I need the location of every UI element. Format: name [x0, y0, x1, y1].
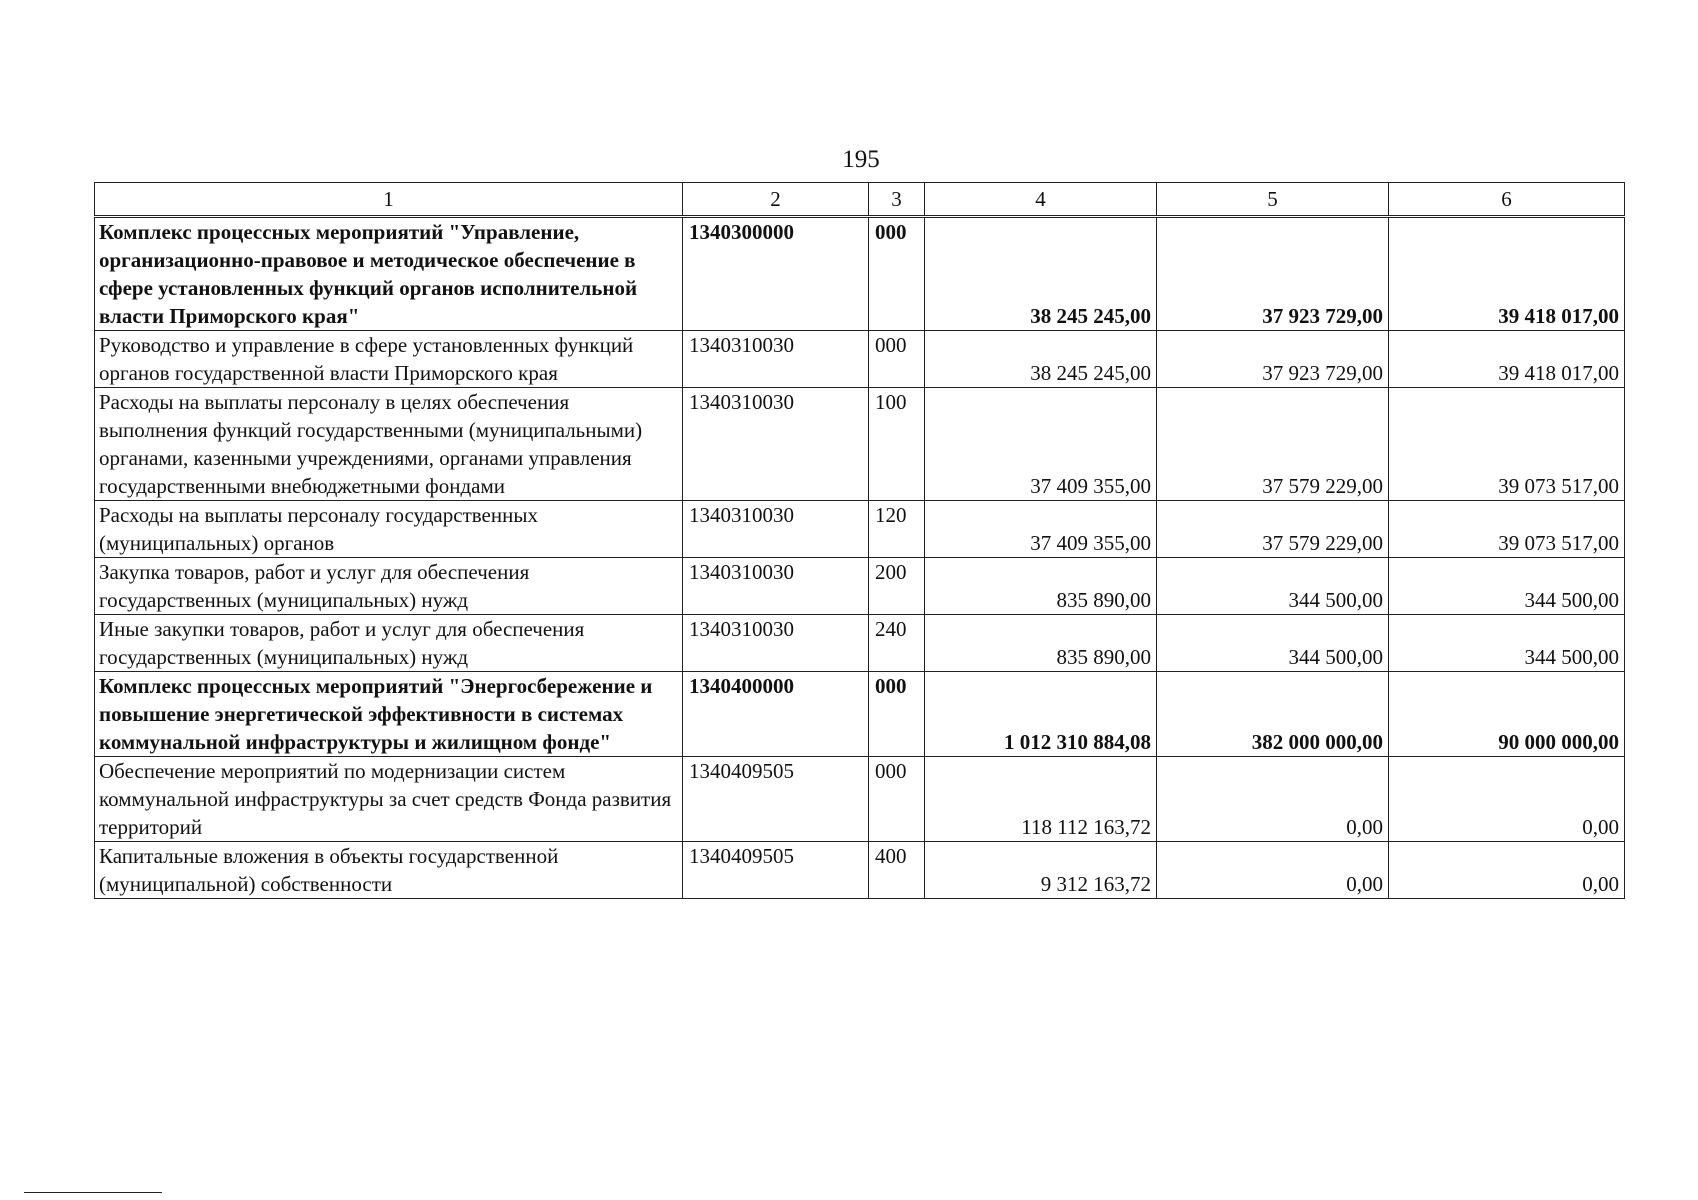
- target-article-code: 1340400000: [683, 672, 869, 757]
- amount-col6: 39 418 017,00: [1389, 217, 1625, 331]
- row-description: Комплекс процессных мероприятий "Энергосбережение и повышение энергетической эффективности в системах коммунальной инфраструктуры и жилищном фонде": [95, 672, 683, 757]
- target-article-code: 1340310030: [683, 501, 869, 558]
- target-article-code: 1340409505: [683, 842, 869, 899]
- amount-col6: 344 500,00: [1389, 558, 1625, 615]
- target-article-code: 1340310030: [683, 558, 869, 615]
- table-row: [95, 672, 1625, 757]
- table-row: [95, 331, 1625, 388]
- target-article-code: 1340310030: [683, 388, 869, 501]
- footnote-divider: [24, 1192, 162, 1193]
- table-row: [95, 217, 1625, 331]
- amount-col6: 344 500,00: [1389, 615, 1625, 672]
- expense-type-code: 000: [869, 331, 925, 388]
- table-row: [95, 842, 1625, 899]
- page-number: 195: [842, 146, 880, 173]
- table-row: [95, 615, 1625, 672]
- expense-type-code: 120: [869, 501, 925, 558]
- row-description: Иные закупки товаров, работ и услуг для обеспечения государственных (муниципальных) нужд: [95, 615, 683, 672]
- table-row: [95, 501, 1625, 558]
- amount-col6: 90 000 000,00: [1389, 672, 1625, 757]
- table-row: [95, 757, 1625, 842]
- amount-col4: 38 245 245,00: [925, 331, 1157, 388]
- column-header: 3: [869, 183, 925, 217]
- expense-type-code: 100: [869, 388, 925, 501]
- amount-col4: 9 312 163,72: [925, 842, 1157, 899]
- expense-type-code: 000: [869, 217, 925, 331]
- target-article-code: 1340310030: [683, 331, 869, 388]
- amount-col5: 382 000 000,00: [1157, 672, 1389, 757]
- amount-col4: 1 012 310 884,08: [925, 672, 1157, 757]
- amount-col5: 0,00: [1157, 842, 1389, 899]
- expense-type-code: 000: [869, 757, 925, 842]
- expense-type-code: 000: [869, 672, 925, 757]
- header-row: [95, 183, 1625, 217]
- amount-col5: 344 500,00: [1157, 615, 1389, 672]
- row-description: Комплекс процессных мероприятий "Управление, организационно-правовое и методическое обеспечение в сфере установленных функций органов исполнительной власти Приморского края": [95, 217, 683, 331]
- row-description: Капитальные вложения в объекты государственной (муниципальной) собственности: [95, 842, 683, 899]
- amount-col4: 37 409 355,00: [925, 501, 1157, 558]
- amount-col6: 0,00: [1389, 757, 1625, 842]
- amount-col6: 39 073 517,00: [1389, 388, 1625, 501]
- column-header: 2: [683, 183, 869, 217]
- amount-col5: 37 923 729,00: [1157, 217, 1389, 331]
- column-header: 5: [1157, 183, 1389, 217]
- expense-type-code: 240: [869, 615, 925, 672]
- budget-table: [94, 182, 1625, 899]
- row-description: Закупка товаров, работ и услуг для обеспечения государственных (муниципальных) нужд: [95, 558, 683, 615]
- row-description: Обеспечение мероприятий по модернизации систем коммунальной инфраструктуры за счет средств Фонда развития территорий: [95, 757, 683, 842]
- amount-col4: 38 245 245,00: [925, 217, 1157, 331]
- column-header: 4: [925, 183, 1157, 217]
- row-description: Руководство и управление в сфере установленных функций органов государственной власти Приморского края: [95, 331, 683, 388]
- amount-col5: 37 923 729,00: [1157, 331, 1389, 388]
- amount-col5: 344 500,00: [1157, 558, 1389, 615]
- table-row: [95, 558, 1625, 615]
- amount-col5: 0,00: [1157, 757, 1389, 842]
- amount-col5: 37 579 229,00: [1157, 388, 1389, 501]
- column-header: 6: [1389, 183, 1625, 217]
- amount-col6: 39 073 517,00: [1389, 501, 1625, 558]
- target-article-code: 1340310030: [683, 615, 869, 672]
- expense-type-code: 400: [869, 842, 925, 899]
- row-description: Расходы на выплаты персоналу в целях обеспечения выполнения функций государственными (муниципальными) органами, казенными учреждениями, органами управления государственными внебюджетными фондами: [95, 388, 683, 501]
- amount-col6: 0,00: [1389, 842, 1625, 899]
- row-description: Расходы на выплаты персоналу государственных (муниципальных) органов: [95, 501, 683, 558]
- amount-col6: 39 418 017,00: [1389, 331, 1625, 388]
- amount-col4: 835 890,00: [925, 615, 1157, 672]
- target-article-code: 1340300000: [683, 217, 869, 331]
- amount-col4: 835 890,00: [925, 558, 1157, 615]
- expense-type-code: 200: [869, 558, 925, 615]
- column-header: 1: [95, 183, 683, 217]
- table-row: [95, 388, 1625, 501]
- amount-col4: 37 409 355,00: [925, 388, 1157, 501]
- amount-col4: 118 112 163,72: [925, 757, 1157, 842]
- target-article-code: 1340409505: [683, 757, 869, 842]
- amount-col5: 37 579 229,00: [1157, 501, 1389, 558]
